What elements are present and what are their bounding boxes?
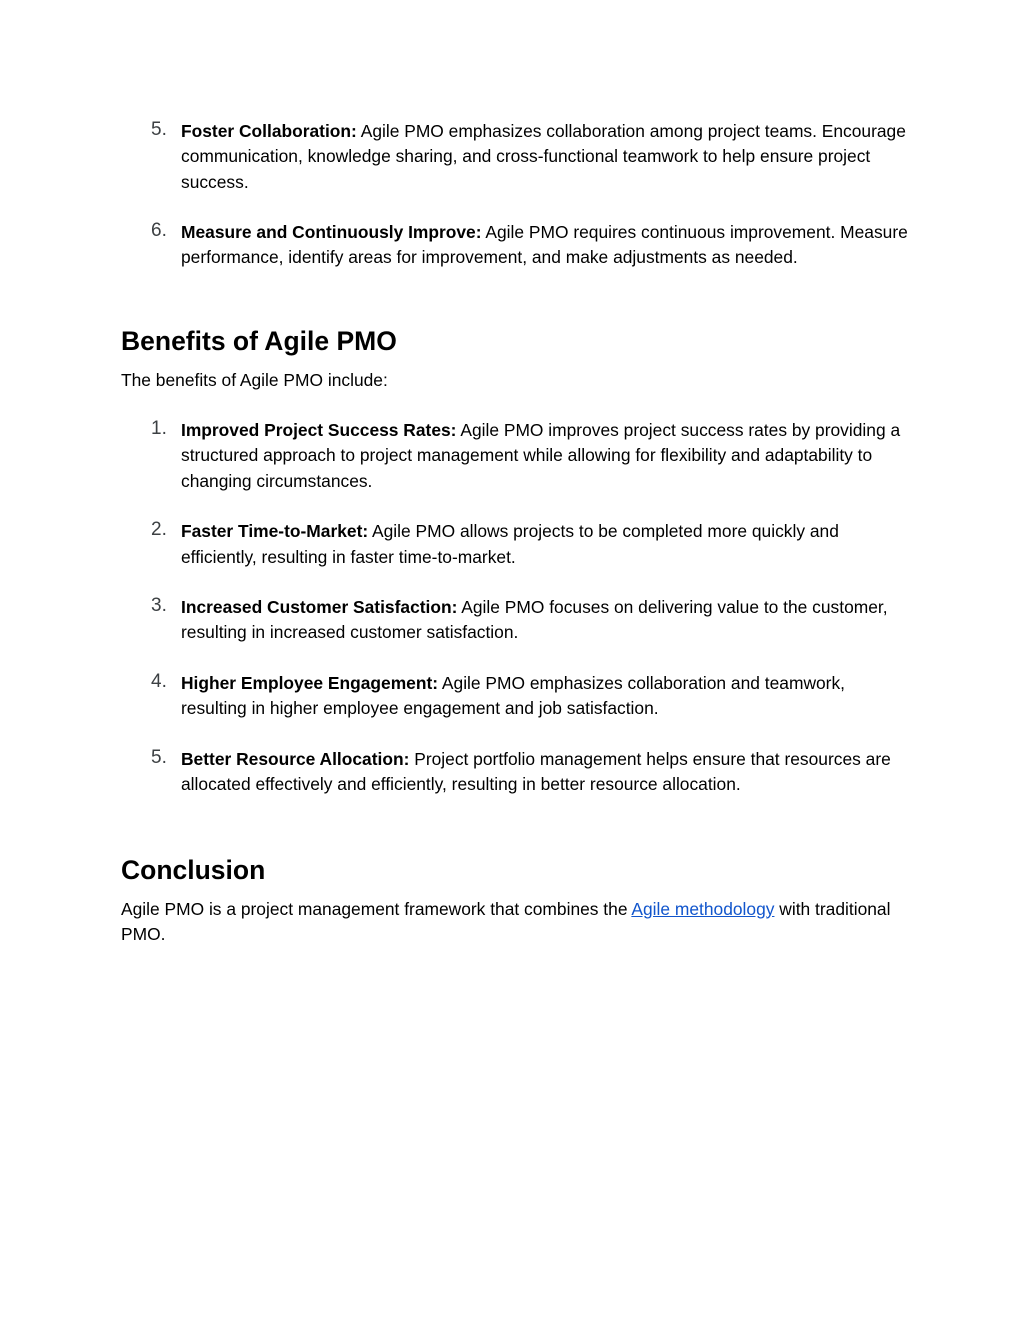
list-item (121, 119, 911, 195)
list-number: 4. (151, 671, 167, 693)
list-item-title: Better Resource Allocation: (181, 748, 410, 769)
benefits-intro: The benefits of Agile PMO include: (121, 369, 388, 390)
list-number: 3. (151, 595, 167, 617)
list-item-text: Agile PMO focuses on delivering value to the customer, resulting in increased customer satisfaction. (181, 597, 888, 643)
list-item (121, 519, 911, 570)
list-number: 6. (151, 220, 167, 242)
list-item-text: Agile PMO requires continuous improvement. Measure performance, identify areas for improvement, and make adjustments as needed. (181, 222, 908, 268)
list-item (121, 671, 911, 722)
list-item-title: Foster Collaboration: (181, 121, 357, 141)
list-item-title: Increased Customer Satisfaction: (181, 597, 458, 618)
list-number: 1. (151, 418, 167, 440)
list-item-text: Project portfolio management helps ensure that resources are allocated effectively and efficiently, resulting in better resource allocation. (181, 748, 891, 795)
list-number: 2. (151, 519, 167, 541)
list-item-title: Measure and Continuously Improve: (181, 222, 482, 243)
conclusion-paragraph (121, 897, 911, 948)
list-item (121, 418, 911, 494)
benefits-heading: Benefits of Agile PMO (121, 325, 397, 356)
conclusion-text-after: with traditional PMO. (121, 898, 891, 944)
list-number: 5. (151, 746, 167, 768)
list-item-title: Faster Time-to-Market: (181, 521, 369, 542)
list-item (121, 747, 911, 798)
agile-methodology-link[interactable]: Agile methodology (631, 898, 775, 919)
steps-list (121, 119, 911, 271)
list-item-text: Agile PMO emphasizes collaboration among project teams. Encourage communication, knowledge sharing, and cross-functional teamwork to help ensure project success. (181, 121, 906, 192)
conclusion-text-before: Agile PMO is a project management framework that combines the (121, 898, 632, 919)
benefits-list (121, 418, 911, 797)
conclusion-heading: Conclusion (121, 854, 266, 885)
list-item-text: Agile PMO improves project success rates by providing a structured approach to project management while allowing for flexibility and adaptability to changing circumstances. (181, 420, 901, 491)
document-content (121, 119, 911, 947)
list-number: 5. (151, 119, 167, 140)
list-item (121, 595, 911, 646)
list-item-title: Improved Project Success Rates: (181, 420, 457, 441)
list-item-text: Agile PMO emphasizes collaboration and teamwork, resulting in higher employee engagement and job satisfaction. (181, 673, 845, 719)
list-item-title: Higher Employee Engagement: (181, 673, 439, 694)
list-item (121, 220, 911, 271)
list-item-text: Agile PMO allows projects to be completed more quickly and efficiently, resulting in faster time-to-market. (181, 521, 839, 567)
